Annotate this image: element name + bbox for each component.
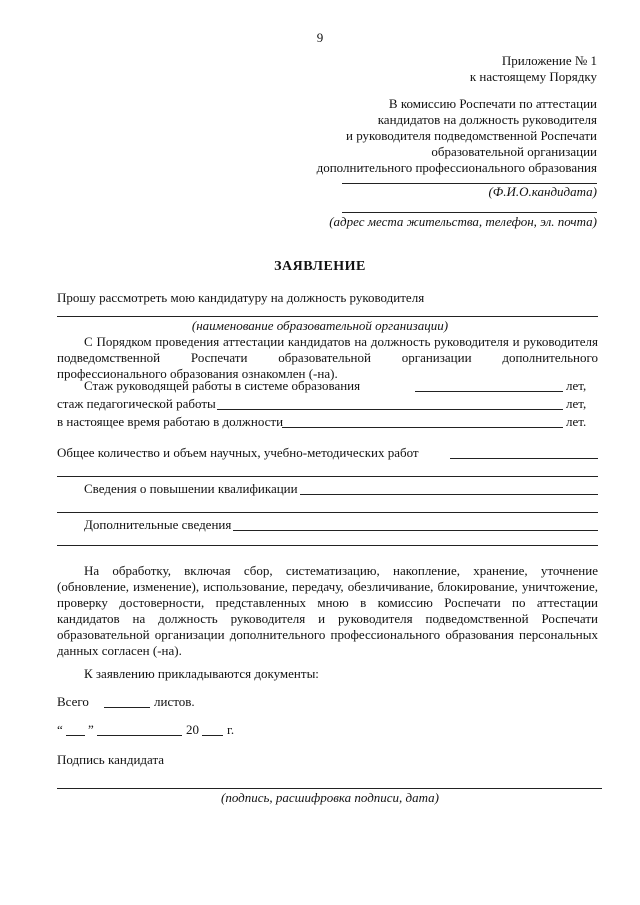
year-suffix: г. xyxy=(227,722,235,737)
address-caption: (адрес места жительства, телефон, эл. почта) xyxy=(329,214,597,229)
year-prefix: 20 xyxy=(186,722,199,737)
month-line xyxy=(97,735,182,736)
total-sheets-line xyxy=(104,707,150,708)
qualification-line xyxy=(300,494,598,495)
page-number: 9 xyxy=(316,30,324,45)
addressee-line-2: кандидатов на должность руководителя xyxy=(377,112,597,127)
fio-caption: (Ф.И.О.кандидата) xyxy=(488,184,597,199)
signature-line xyxy=(57,788,602,789)
years-label-3: лет. xyxy=(566,414,587,429)
signature-caption: (подпись, расшифровка подписи, дата) xyxy=(220,790,439,805)
additional-info-line xyxy=(233,530,598,531)
address-line xyxy=(342,212,597,213)
addressee-line-3: и руководителя подведомственной Роспечати xyxy=(346,128,597,143)
years-label-1: лет, xyxy=(566,378,587,393)
teaching-experience-line xyxy=(217,409,563,410)
years-label-2: лет, xyxy=(566,396,587,411)
organization-caption: (наименование образовательной организации) xyxy=(191,318,449,333)
total-label: Всего xyxy=(57,694,89,709)
appendix-title: Приложение № 1 xyxy=(501,53,597,68)
appendix-subtitle: к настоящему Порядку xyxy=(469,69,597,84)
addressee-line-5: дополнительного профессионального образования xyxy=(316,160,597,175)
familiarization-paragraph: С Порядком проведения аттестации кандидатов на должность руководителя и руководителя подведомственной Роспечати образовательной организации дополнительного профессионального образования ознакомлен (-на). xyxy=(57,334,598,381)
date-quote-close: ” xyxy=(88,722,94,737)
works-count-line-2 xyxy=(57,476,598,477)
teaching-experience-label: стаж педагогической работы xyxy=(57,396,216,411)
date-quote-open: “ xyxy=(57,722,63,737)
organization-line xyxy=(57,316,598,317)
addressee-line-1: В комиссию Роспечати по аттестации xyxy=(388,96,597,111)
management-experience-label: Стаж руководящей работы в системе образования xyxy=(84,378,361,393)
current-position-label: в настоящее время работаю в должности xyxy=(57,414,284,429)
qualification-line-2 xyxy=(57,512,598,513)
addressee-line-4: образовательной организации xyxy=(431,144,597,159)
qualification-label: Сведения о повышении квалификации xyxy=(84,481,298,496)
management-experience-line xyxy=(415,391,563,392)
year-line xyxy=(202,735,223,736)
document-title: ЗАЯВЛЕНИЕ xyxy=(274,259,366,274)
day-line xyxy=(66,735,85,736)
signature-label: Подпись кандидата xyxy=(57,752,165,767)
attachments-label: К заявлению прикладываются документы: xyxy=(84,666,319,681)
works-count-label: Общее количество и объем научных, учебно-методических работ xyxy=(57,445,419,460)
sheets-label: листов. xyxy=(154,694,195,709)
additional-info-label: Дополнительные сведения xyxy=(84,517,232,532)
current-position-line xyxy=(282,427,563,428)
request-text: Прошу рассмотреть мою кандидатуру на должность руководителя xyxy=(57,290,425,305)
additional-info-line-2 xyxy=(57,545,598,546)
works-count-line xyxy=(450,458,598,459)
consent-paragraph: На обработку, включая сбор, систематизацию, накопление, хранение, уточнение (обновление, изменение), использование, передачу, обезличивание, блокирование, уничтожение, проверку достоверности, представленных мною в комиссию Роспечати по аттестации кандидатов на должность руководителя и руководителя подведомственной Роспечати образовательной организации дополнительного профессионального образования персональных данных согласен (-на). xyxy=(57,563,598,658)
